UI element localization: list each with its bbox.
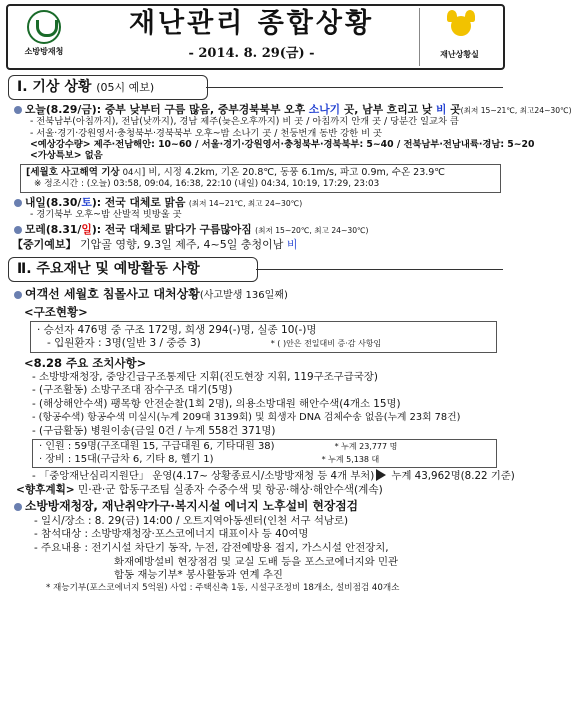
rescue-status-title: <구조현황> [24, 305, 88, 320]
tide-times: ※ 정조시간 : (오늘) 03:58, 09:04, 16:38, 22:10 (내일) 04:34, 10:19, 17:29, 23:03 [34, 179, 380, 190]
rescue-status-box: · 승선자 476명 중 구조 172명, 희생 294(-)명, 실종 10(-)명 - 입원환자 : 3명(일반 3 / 중증 3) * ( )안은 전일대비 증·감 사항임 [30, 321, 497, 353]
bullet-icon [14, 291, 22, 299]
list-item: - (해상해안수색) 팽목항 안전순찰(1회 2명), 의용소방대원 해안수색(4개소 15명) [32, 398, 401, 411]
energy-inspection-list [34, 515, 505, 582]
situation-room-logo [419, 8, 499, 66]
list-item: - (구급활동) 병원이송(금일 0건 / 누계 558건 371명) [32, 424, 276, 437]
measures-title: <8.28 주요 조치사항> [24, 355, 147, 370]
list-item-continuation: 합동 재능기부* 봉사활동과 연계 추진 [114, 569, 283, 582]
list-item-continuation: 화재예방설비 현장점검 및 교실 도배 등을 포스코에너지와 민관 [114, 555, 399, 568]
header [6, 4, 505, 70]
bullet-icon [14, 106, 22, 114]
accident-site-weather-box: [세월호 사고해역 기상 04시] 비, 시정 4.2km, 기온 20.8℃, 동풍 6.1m/s, 파고 0.9m, 수온 23.9℃ ※ 정조시간 : (오늘) 03:58, 09:04, 16:38, 22:10 (내일) 04:34, 10:19, 17:29, 23:03 [20, 164, 501, 192]
weather-warning: <가상특보> 없음 [30, 150, 103, 162]
divider [256, 269, 503, 270]
section-weather-subtitle: (05시 예보) [96, 81, 155, 94]
list-item: - 참석대상 : 소방방재청장·포스코에너지 대표이사 등 40여명 [34, 528, 309, 541]
weather-today: 오늘(8.29/금): 중부 낮부터 구름 많음, 중부경북북부 오후 소나기 곳, 남부 흐리고 낮 비 곳(최저 15~21℃, 최고24~30℃) - 전북남부(아침까지), 전남(낮까지), 경남 제주(늦은오후까지) 비 곳 / 아침까지 안개 곳 / 당분간 일교차 큼 - 서울·경기·강원영서·충청북부·경북북부 오후~밤 소나기 곳 / 천둥번개 동반 강한 비 곳 <예상강수량> 제주·전남해안: 10~60 / 서울·경기·강원영서·충청북부·경북북부: 5~40 / 전북남부·전남내륙·경남: 5~20 <가상특보> 없음 [14, 103, 505, 161]
list-item: - (항공수색) 항공수색 미실시(누계 209대 3139회) 및 희생자 DNA 검체수송 없음(누계 23회 78건) [32, 411, 461, 423]
list-item: - 주요내용 : 전기시설 차단기 동작, 누전, 감전예방용 접지, 가스시설 안전장치, [34, 541, 389, 554]
weather-today-detail: - 전북남부(아침까지), 전남(낮까지), 경남 제주(늦은오후까지) 비 곳 / 아침까지 안개 곳 / 당분간 일교차 큼 [30, 116, 459, 128]
bullet-icon [14, 199, 22, 207]
section-disasters-title: Ⅱ. 주요재난 및 예방활동 사항 [8, 257, 258, 282]
divider [206, 87, 503, 88]
future-plan: <향후계획> 민·관·군 합동구조팀 실종자 수중수색 및 항공·해상·해안수색(계속) [16, 484, 383, 497]
arrow-right-icon [376, 469, 386, 481]
psych-support: - 「중앙재난심리지원단」 운영(4.17~ 상황종료시/소방방재청 등 4개 부처) 누계 43,962명(8.22 기준) [32, 469, 515, 482]
measures-list [32, 371, 505, 438]
long-term-forecast: 【중기예보】 기압골 영향, 9.3일 제주, 4~5일 충청이남 비 [12, 238, 298, 252]
agency-logo [14, 10, 74, 57]
sewol-heading: 여객선 세월호 침몰사고 대처상황(사고발생 136일째) [14, 287, 505, 302]
section-weather-header [6, 75, 505, 100]
section-weather-title: Ⅰ. 기상 상황 [17, 79, 92, 95]
footnote: * 재능기부(포스코에너지 5억원) 사업 : 주택신축 1동, 시설구조정비 18개소, 설비점검 40개소 [46, 583, 400, 594]
mascot-icon [443, 10, 477, 44]
agency-name: 소방방재청 [24, 47, 64, 56]
list-item: - (구조활동) 소방구조대 잠수구조 대기(5명) [32, 384, 233, 397]
weather-tomorrow: 내일(8.30/토): 전국 대체로 맑음 (최저 14~21℃, 최고 24~30℃) - 경기북부 오후~밤 산발적 빗방울 곳 [14, 196, 505, 221]
bullet-icon [14, 226, 22, 234]
weather-today-detail: - 서울·경기·강원영서·충청북부·경북북부 오후~밤 소나기 곳 / 천둥번개 동반 강한 비 곳 [30, 127, 383, 139]
expected-rainfall: <예상강수량> 제주·전남해안: 10~60 / 서울·경기·강원영서·충청북부·경북북부: 5~40 / 전북남부·전남내륙·경남: 5~20 [30, 138, 535, 150]
page-title: 재난관리 종합상황 [128, 8, 375, 39]
energy-inspection-heading: 소방방재청장, 재난취약가구·복지시설 에너지 노후설비 현장점검 [14, 499, 505, 513]
report-date: - 2014. 8. 29(금) - [188, 46, 315, 61]
situation-room-name: 재난상황실 [440, 50, 479, 59]
list-item: - 일시/장소 : 8. 29(금) 14:00 / 오트지역아동센터(인천 서구 석남로) [34, 514, 349, 527]
list-item: - 소방방재청장, 중앙긴급구조통제단 지휘(진도현장 지휘, 119구조구급국장) [32, 370, 378, 383]
deployment-box: · 인원 : 59명(구조대원 15, 구급대원 6, 기타대원 38) * 누계 23,777 명 · 장비 : 15대(구급차 6, 기타 8, 헬기 1) * 누계 5,138 대 [32, 439, 497, 467]
section-disasters-header [6, 257, 505, 282]
fire-agency-emblem-icon [27, 10, 61, 44]
weather-day-after: 모레(8.31/일): 전국 대체로 맑다가 구름많아짐 (최저 15~20℃, 최고 24~30℃) [14, 223, 505, 236]
bullet-icon [14, 503, 22, 511]
